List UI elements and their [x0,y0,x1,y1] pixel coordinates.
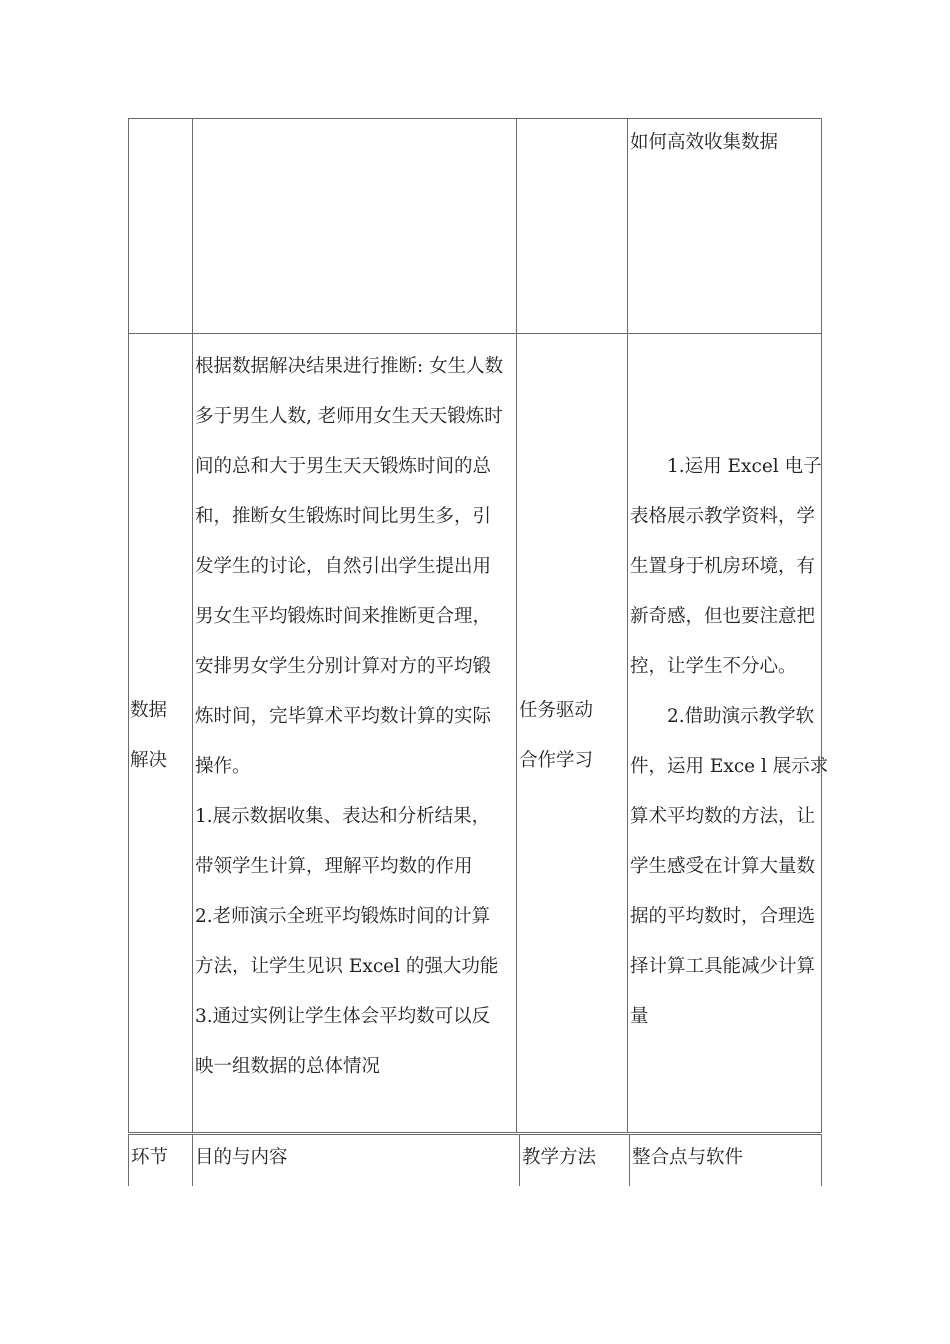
section-label-line: 数据 [130,700,168,721]
row-divider [128,333,822,334]
content-line: 1.展示数据收集、表达和分析结果， [195,806,491,827]
integration-line: 量 [630,1006,649,1027]
integration-text [630,442,828,1042]
integration-line: 1.运用 Excel 电子 [630,456,822,477]
section-label [130,686,167,786]
method-line: 合作学习 [519,750,594,771]
integration-line: 新奇感，但也要注意把 [630,606,816,627]
top-row-integration-text: 如何高效收集数据 [630,132,779,153]
col-border-2 [192,118,193,1133]
content-line: 映一组数据的总体情况 [195,1056,381,1077]
content-line: 3.通过实例让学生体会平均数可以反 [195,1006,491,1027]
content-text [195,342,503,1092]
header-method: 教学方法 [522,1147,597,1168]
integration-line: 择计算工具能减少计算 [630,956,816,977]
method-text [519,686,593,786]
content-line: 安排男女学生分别计算对方的平均锻 [195,656,492,677]
section-label-line: 解决 [130,750,168,771]
content-line: 多于男生人数, 老师用女生天天锻炼时 [195,406,503,427]
content-line: 2.老师演示全班平均锻炼时间的计算 [195,906,491,927]
integration-line: 表格展示教学资料，学 [630,506,816,527]
col-border-3 [516,118,517,1133]
content-line: 男女生平均锻炼时间来推断更合理， [195,606,492,627]
header-content: 目的与内容 [195,1147,288,1168]
method-line: 任务驱动 [519,700,594,721]
content-line: 操作。 [195,756,251,777]
integration-line: 据的平均数时，合理选 [630,906,816,927]
content-line: 和，推断女生锻炼时间比男生多，引 [195,506,492,527]
integration-line: 2.借助演示教学软 [630,706,815,727]
integration-line: 算术平均数的方法，让 [630,806,816,827]
table-border-top [128,118,822,119]
header-col-border-4 [629,1134,630,1186]
col-border-4 [627,118,628,1133]
integration-line: 控，让学生不分心。 [630,656,797,677]
table-border-bottom [128,1132,822,1133]
integration-line: 件，运用 Exce l 展示求 [630,756,829,777]
header-integration: 整合点与软件 [632,1147,744,1168]
content-line: 发学生的讨论，自然引出学生提出用 [195,556,492,577]
integration-line: 学生感受在计算大量数 [630,856,816,877]
header-col-border-5 [821,1134,822,1186]
content-line: 根据数据解决结果进行推断: 女生人数 [195,356,504,377]
content-line: 炼时间，完毕算术平均数计算的实际 [195,706,492,727]
header-col-border-2 [192,1134,193,1186]
content-line: 带领学生计算，理解平均数的作用 [195,856,473,877]
integration-line: 生置身于机房环境，有 [630,556,816,577]
content-line: 间的总和大于男生天天锻炼时间的总 [195,456,492,477]
header-col-border-1 [128,1134,129,1186]
header-section: 环节 [131,1147,169,1168]
header-border-top [128,1134,822,1135]
col-border-1 [128,118,129,1133]
content-line: 方法，让学生见识 Excel 的强大功能 [195,956,499,977]
header-col-border-3 [519,1134,520,1186]
